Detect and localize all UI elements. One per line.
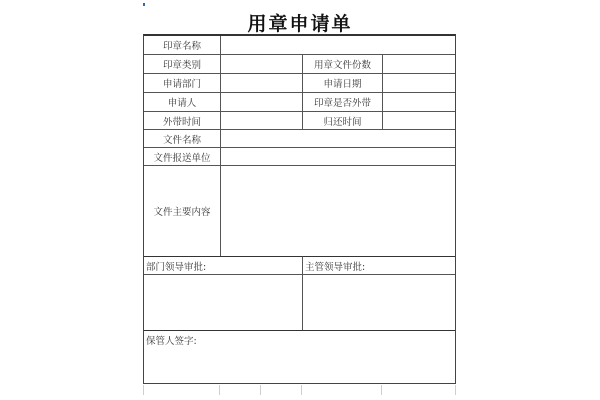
supervisor-approval-label: 主管领导审批: [302,256,455,274]
form-title: 用章申请单 [247,13,353,35]
keeper-signature-label: 保管人签字: [146,336,197,347]
corner-mark [143,3,145,6]
doc-recipient-field[interactable] [220,147,455,165]
take-out-time-label: 外带时间 [144,111,220,129]
doc-copies-field[interactable] [382,54,455,73]
doc-copies-label: 用章文件份数 [302,54,382,73]
doc-name-field[interactable] [220,129,455,147]
dept-leader-approval-label: 部门领导审批: [144,256,302,274]
supervisor-approval-area[interactable] [302,274,455,330]
department-label: 申请部门 [144,73,220,92]
dept-leader-approval-area[interactable] [144,274,302,330]
apply-date-label: 申请日期 [302,73,382,92]
take-out-field[interactable] [382,92,455,111]
department-field[interactable] [220,73,302,92]
return-time-field[interactable] [382,111,455,129]
seal-type-label: 印章类别 [144,54,220,73]
applicant-label: 申请人 [144,92,220,111]
take-out-time-field[interactable] [220,111,302,129]
seal-name-field[interactable] [220,36,455,54]
sheet-gridlines-below [143,385,456,395]
doc-name-label: 文件名称 [144,129,220,147]
return-time-label: 归还时间 [302,111,382,129]
seal-application-form [143,34,456,384]
seal-type-field[interactable] [220,54,302,73]
seal-name-label: 印章名称 [162,41,201,52]
doc-content-field[interactable] [220,165,455,256]
apply-date-field[interactable] [382,73,455,92]
doc-content-label: 文件主要内容 [144,165,220,256]
doc-recipient-label: 文件报送单位 [144,147,220,165]
applicant-field[interactable] [220,92,302,111]
keeper-signature-area[interactable] [144,330,455,384]
take-out-label: 印章是否外带 [302,92,382,111]
